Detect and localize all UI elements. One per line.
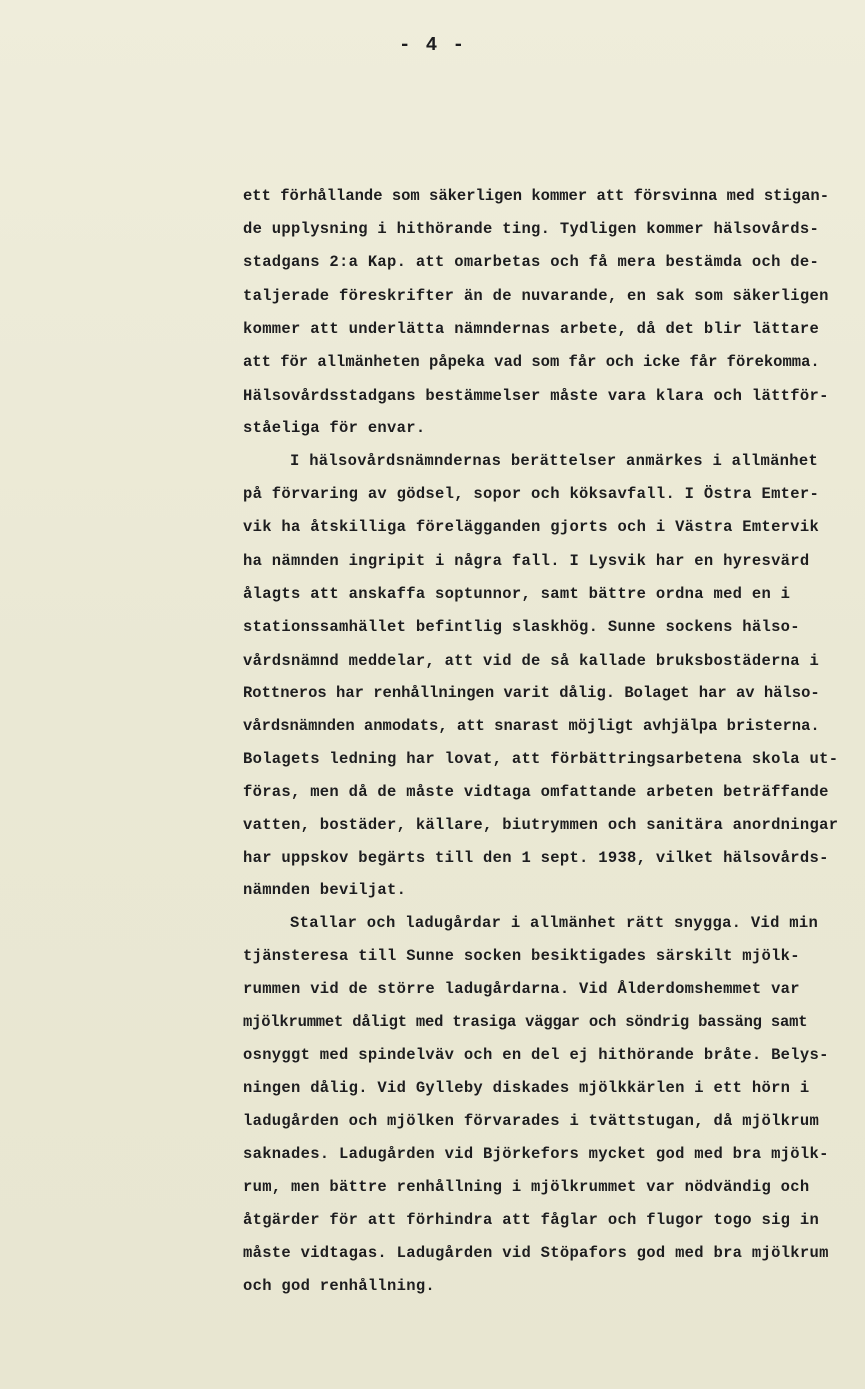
- paragraph-1-line-5: kommer att underlätta nämndernas arbete, då det blir lättare: [243, 320, 820, 338]
- paragraph-1-line-2: de upplysning i hithörande ting. Tydligen kommer hälsovårds-: [243, 220, 820, 238]
- paragraph-3-line-3: rummen vid de större ladugårdarna. Vid Ålderdomshemmet var: [243, 980, 800, 998]
- paragraph-3-line-11: måste vidtagas. Ladugården vid Stöpafors god med bra mjölkrum: [243, 1244, 829, 1262]
- paragraph-2-line-3: vik ha åtskilliga förelägganden gjorts och i Västra Emtervik: [243, 518, 820, 536]
- paragraph-1-line-6: att för allmänheten påpeka vad som får och icke får förekomma.: [243, 353, 820, 371]
- paragraph-3-line-8: saknades. Ladugården vid Björkefors mycket god med bra mjölk-: [243, 1145, 829, 1163]
- paragraph-3-line-12: och god renhållning.: [243, 1277, 436, 1295]
- paragraph-3-line-4: mjölkrummet dåligt med trasiga väggar och söndrig bassäng samt: [243, 1013, 808, 1031]
- paragraph-1-line-4: taljerade föreskrifter än de nuvarande, en sak som säkerligen: [243, 287, 829, 305]
- paragraph-2-line-11: föras, men då de måste vidtaga omfattande arbeten beträffande: [243, 783, 829, 801]
- paragraph-2-line-4: ha nämnden ingripit i några fall. I Lysvik har en hyresvärd: [243, 552, 810, 570]
- paragraph-2-line-5: ålagts att anskaffa soptunnor, samt bättre ordna med en i: [243, 585, 791, 603]
- paragraph-2-line-13: har uppskov begärts till den 1 sept. 1938, vilket hälsovårds-: [243, 849, 829, 867]
- paragraph-1-line-7: Hälsovårdsstadgans bestämmelser måste vara klara och lättför-: [243, 387, 829, 405]
- page-number: - 4 -: [398, 34, 466, 56]
- paragraph-2-line-8: Rottneros har renhållningen varit dålig. Bolaget har av hälso-: [243, 684, 820, 702]
- paragraph-2-line-10: Bolagets ledning har lovat, att förbättringsarbetena skola ut-: [243, 750, 839, 768]
- paragraph-3-line-7: ladugården och mjölken förvarades i tvättstugan, då mjölkrum: [243, 1112, 820, 1130]
- paragraph-2-line-7: vårdsnämnd meddelar, att vid de så kallade bruksbostäderna i: [243, 652, 820, 670]
- paragraph-2-line-9: vårdsnämnden anmodats, att snarast möjligt avhjälpa bristerna.: [243, 717, 820, 735]
- paragraph-3-line-5: osnyggt med spindelväv och en del ej hithörande bråte. Belys-: [243, 1046, 829, 1064]
- paragraph-2-line-1: I hälsovårdsnämndernas berättelser anmärkes i allmänhet: [290, 452, 819, 470]
- paragraph-3-line-9: rum, men bättre renhållning i mjölkrummet var nödvändig och: [243, 1178, 810, 1196]
- paragraph-2-line-6: stationssamhället befintlig slaskhög. Sunne sockens hälso-: [243, 618, 800, 636]
- paragraph-2-line-12: vatten, bostäder, källare, biutrymmen och sanitära anordningar: [243, 816, 839, 834]
- paragraph-3-line-10: åtgärder för att förhindra att fåglar och flugor togo sig in: [243, 1211, 820, 1229]
- paragraph-3-line-6: ningen dålig. Vid Gylleby diskades mjölkkärlen i ett hörn i: [243, 1079, 810, 1097]
- paragraph-2-line-2: på förvaring av gödsel, sopor och köksavfall. I Östra Emter-: [243, 485, 820, 503]
- paragraph-1-line-3: stadgans 2:a Kap. att omarbetas och få mera bestämda och de-: [243, 253, 820, 271]
- paragraph-1-line-8: ståeliga för envar.: [243, 419, 426, 437]
- paragraph-1-line-1: ett förhållande som säkerligen kommer att försvinna med stigan-: [243, 187, 829, 205]
- paragraph-3-line-2: tjänsteresa till Sunne socken besiktigades särskilt mjölk-: [243, 947, 800, 965]
- paragraph-2-line-14: nämnden beviljat.: [243, 881, 407, 899]
- paragraph-3-line-1: Stallar och ladugårdar i allmänhet rätt snygga. Vid min: [290, 914, 819, 932]
